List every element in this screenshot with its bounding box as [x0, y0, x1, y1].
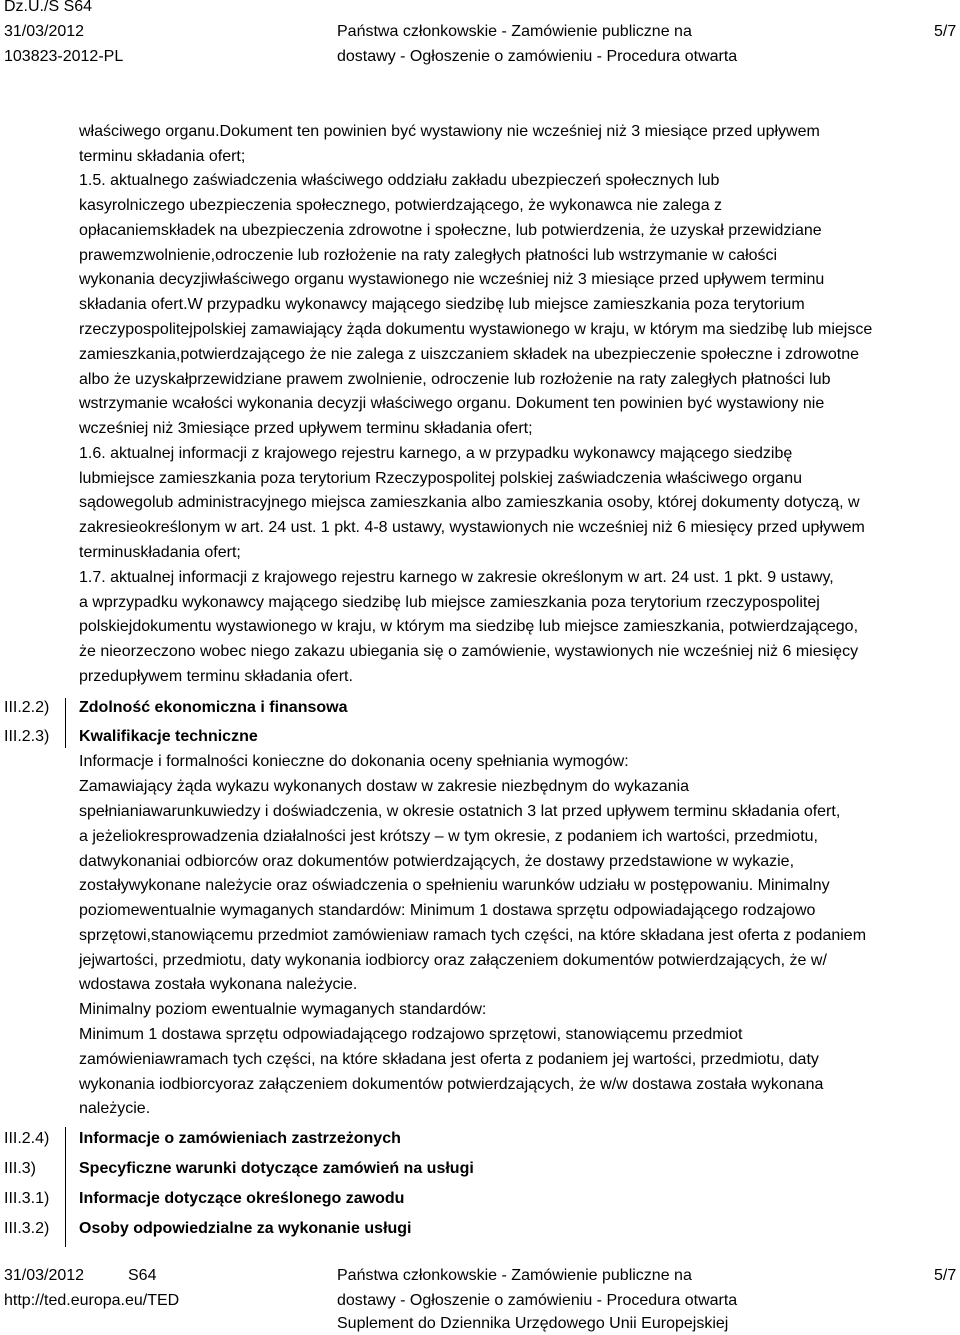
- body-line: kasyrolniczego ubezpieczenia społecznego, potwierdzającego, że wykonawca nie zalega z: [79, 197, 723, 214]
- body-line: wykonania decyzjiwłaściwego organu wystawionego nie wcześniej niż 3 miesiące przed upływem terminu: [79, 271, 825, 288]
- body-line: przedupływem terminu składania ofert.: [79, 668, 353, 685]
- header-page-number: 5/7: [934, 23, 957, 40]
- footer-url: http://ted.europa.eu/TED: [4, 1292, 180, 1309]
- section-code: III.2.4): [4, 1130, 50, 1147]
- header-notice-number: 103823-2012-PL: [4, 48, 124, 65]
- header-title-line-2: dostawy - Ogłoszenie o zamówieniu - Procedura otwarta: [337, 48, 738, 65]
- section-heading: Informacje dotyczące określonego zawodu: [79, 1190, 405, 1207]
- body-line: Minimalny poziom ewentualnie wymaganych standardów:: [79, 1001, 487, 1018]
- body-line: 1.6. aktualnej informacji z krajowego rejestru karnego, a w przypadku wykonawcy mającego siedzibę: [79, 445, 793, 462]
- body-line: albo że uzyskałprzewidziane prawem zwolnienie, odroczenie lub rozłożenie na raty zaległych płatności lub: [79, 371, 831, 388]
- footer-title-line-2: dostawy - Ogłoszenie o zamówieniu - Procedura otwarta: [337, 1292, 738, 1309]
- header-date: 31/03/2012: [4, 23, 85, 40]
- body-line: datwykonaniai odbiorców oraz dokumentów potwierdzających, że dostawy przedstawione w wykazie,: [79, 853, 795, 870]
- body-line: Informacje i formalności konieczne do dokonania oceny spełniania wymogów:: [79, 753, 629, 770]
- section-heading: Osoby odpowiedzialne za wykonanie usługi: [79, 1220, 412, 1237]
- body-line: wykonania iodbiorcyoraz załączeniem dokumentów potwierdzających, że w/w dostawa została wykonana: [79, 1076, 824, 1093]
- section-heading: Zdolność ekonomiczna i finansowa: [79, 699, 348, 716]
- body-line: wstrzymanie wcałości wykonania decyzji właściwego organu. Dokument ten powinien być wystawiony nie: [79, 395, 825, 412]
- section-code: III.3): [4, 1160, 37, 1177]
- body-line: poziomewentualnie wymaganych standardów: Minimum 1 dostawa sprzętu odpowiadającego rodzajowo: [79, 902, 816, 919]
- section-code: III.3.1): [4, 1190, 50, 1207]
- body-line: sądowegolub administracyjnego miejsca zamieszkania albo zamieszkania osoby, której dokumenty dotyczą, w: [79, 494, 860, 511]
- section-code: III.2.2): [4, 699, 50, 716]
- body-line: zamówieniawramach tych części, na które składana jest oferta z podaniem jej wartości, przedmiotu, daty: [79, 1051, 819, 1068]
- body-line: polskiejdokumentu wystawionego w kraju, w którym ma siedzibę lub miejsce zamieszkania, potwierdzającego,: [79, 618, 859, 635]
- section-heading: Specyficzne warunki dotyczące zamówień na usługi: [79, 1160, 474, 1177]
- body-line: prawemzwolnienie,odroczenie lub rozłożenie na raty zaległych płatności lub wstrzymanie w całości: [79, 247, 778, 264]
- body-line: 1.7. aktualnej informacji z krajowego rejestru karnego w zakresie określonym w art. 24 ust. 1 pkt. 9 ustawy,: [79, 569, 834, 586]
- body-line: spełnianiawarunkuwiedzy i doświadczenia, w okresie ostatnich 3 lat przed upływem terminu składania ofert,: [79, 803, 841, 820]
- body-line: terminuskładania ofert;: [79, 544, 241, 561]
- body-line: lubmiejsce zamieszkania poza terytorium Rzeczypospolitej polskiej zaświadczenia właściwego organu: [79, 470, 802, 487]
- section-code: III.3.2): [4, 1220, 50, 1237]
- section-rule: [65, 698, 66, 748]
- body-line: terminu składania ofert;: [79, 148, 246, 165]
- header-title-line-1: Państwa członkowskie - Zamówienie publiczne na: [337, 23, 692, 40]
- body-line: zakresieokreślonym w art. 24 ust. 1 pkt. 4-8 ustawy, wystawionych nie wcześniej niż 6 miesięcy przed upływem: [79, 519, 865, 536]
- body-line: Zamawiający żąda wykazu wykonanych dostaw w zakresie niezbędnym do wykazania: [79, 778, 690, 795]
- body-line: Minimum 1 dostawa sprzętu odpowiadającego rodzajowo sprzętowi, stanowiącemu przedmiot: [79, 1026, 743, 1043]
- body-line: wcześniej niż 3miesiące przed upływem terminu składania ofert;: [79, 420, 533, 437]
- footer-series: S64: [128, 1267, 157, 1284]
- body-line: należycie.: [79, 1100, 151, 1117]
- body-line: rzeczypospolitejpolskiej zamawiający żąda dokumentu wystawionego w kraju, w którym ma siedzibę lub miejsce: [79, 321, 873, 338]
- body-line: właściwego organu.Dokument ten powinien być wystawiony nie wcześniej niż 3 miesiące przed upływem: [79, 123, 820, 140]
- header-journal-ref: Dz.U./S S64: [4, 0, 93, 15]
- section-heading: Informacje o zamówieniach zastrzeżonych: [79, 1130, 401, 1147]
- body-line: zostaływykonane należycie oraz oświadczenia o spełnieniu warunków udziału w postępowaniu. Minimalny: [79, 877, 830, 894]
- section-rule: [65, 1127, 66, 1247]
- body-line: składania ofert.W przypadku wykonawcy mającego siedzibę lub miejsce zamieszkania poza terytorium: [79, 296, 805, 313]
- body-line: sprzętowi,stanowiącemu przedmiot zamówieniaw ramach tych części, na które składana jest oferta z podaniem: [79, 927, 867, 944]
- body-line: wdostawa została wykonana należycie.: [79, 976, 358, 993]
- section-code: III.2.3): [4, 728, 50, 745]
- body-line: opłacaniemskładek na ubezpieczenia zdrowotne i społeczne, lub potwierdzenia, że uzyskał przewidziane: [79, 222, 822, 239]
- footer-page-number: 5/7: [934, 1267, 957, 1284]
- body-line: jejwartości, przedmiotu, daty wykonania iodbiorcy oraz załączeniem dokumentów potwierdzających, że w/: [79, 952, 827, 969]
- section-heading: Kwalifikacje techniczne: [79, 728, 258, 745]
- body-line: a wprzypadku wykonawcy mającego siedzibę lub miejsce zamieszkania poza terytorium rzeczypospolitej: [79, 594, 820, 611]
- body-line: zamieszkania,potwierdzającego że nie zalega z uiszczaniem składek na ubezpieczenie społeczne i zdrowotne: [79, 346, 859, 363]
- footer-title-line-1: Państwa członkowskie - Zamówienie publiczne na: [337, 1267, 692, 1284]
- footer-date: 31/03/2012: [4, 1267, 85, 1284]
- body-line: a jeżeliokresprowadzenia działalności jest krótszy – w tym okresie, z podaniem ich wartości, przedmiotu,: [79, 828, 818, 845]
- body-line: 1.5. aktualnego zaświadczenia właściwego oddziału zakładu ubezpieczeń społecznych lub: [79, 172, 720, 189]
- footer-title-line-3: Suplement do Dziennika Urzędowego Unii Europejskiej: [337, 1315, 729, 1332]
- body-line: że nieorzeczono wobec niego zakazu ubiegania się o zamówienie, wystawionych nie wcześniej niż 6 miesięcy: [79, 643, 859, 660]
